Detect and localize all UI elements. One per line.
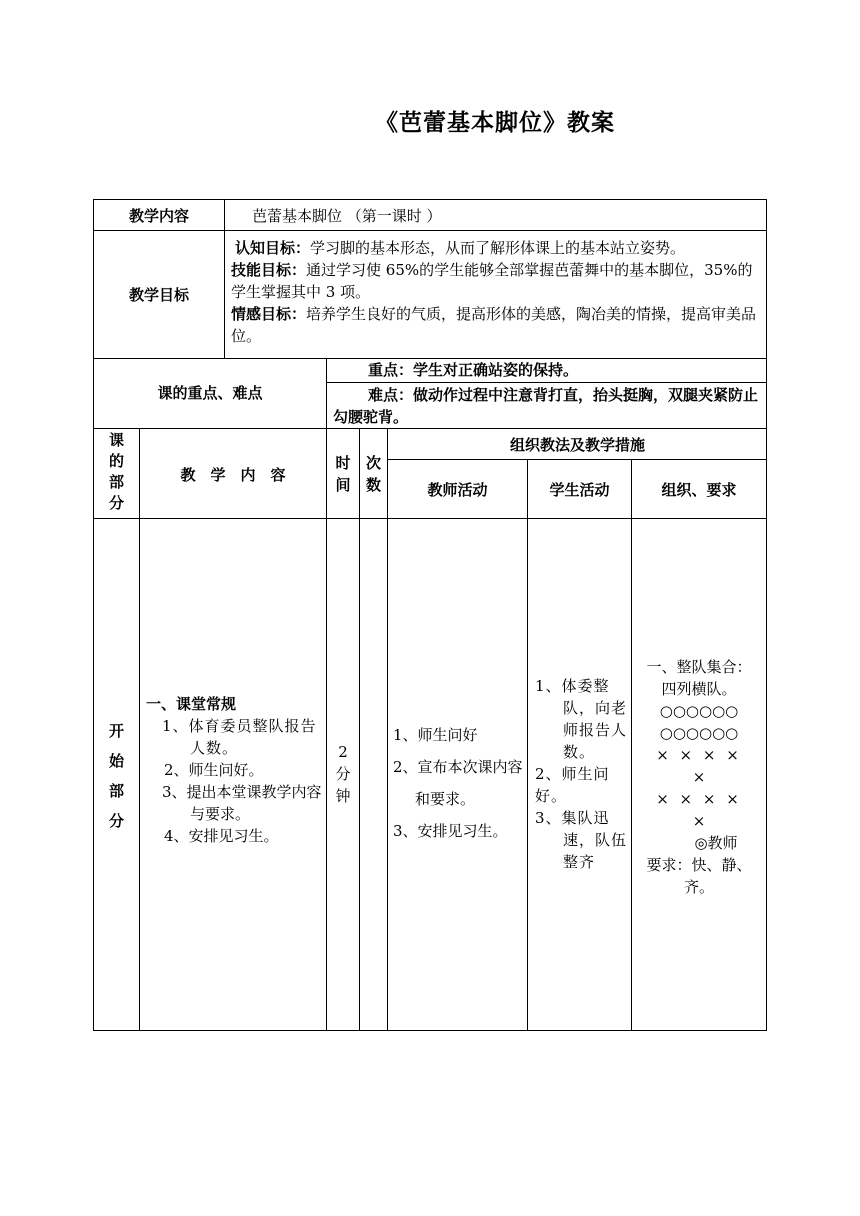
content-item-text: 4、安排见习生。 (164, 827, 279, 845)
header-count-char: 数 (365, 476, 381, 494)
student-item: 1、体委整队，向老师报告人数。 (535, 677, 628, 761)
header-part-char: 分 (108, 494, 124, 512)
org-requirements (632, 656, 766, 898)
org-line: 四列横队。 (661, 680, 737, 698)
teacher-item: 3、安排见习生。 (393, 822, 508, 840)
section-part-char: 开 (108, 722, 124, 740)
section-part-char: 分 (108, 812, 124, 830)
content-item (146, 759, 322, 781)
content-label: 教学内容 (128, 207, 189, 225)
content-item-text: 3、提出本堂课教学内容与要求。 (162, 783, 322, 823)
keypoints-label: 课的重点、难点 (157, 384, 263, 402)
header-time-char: 时 (335, 454, 351, 472)
cognitive-goal-text: 学习脚的基本形态，从而了解形体课上的基本站立姿势。 (310, 239, 686, 257)
goals-label: 教学目标 (128, 286, 189, 304)
difficult-point: 难点：做动作过程中注意背打直，抬头挺胸，双腿夹紧防止勾腰驼背。 (333, 386, 759, 426)
header-count (360, 452, 387, 496)
formation-row: ○○○○○○ (659, 702, 739, 720)
section-part-label (94, 716, 139, 836)
skill-goal-label: 技能目标： (231, 261, 307, 279)
header-student: 学生活动 (549, 481, 610, 499)
header-part-char: 课 (108, 431, 124, 449)
header-time (327, 452, 359, 496)
header-part (94, 430, 139, 514)
org-line: 齐。 (683, 878, 714, 896)
section-time-char: 钟 (335, 787, 351, 805)
student-item: 3、集队迅速，队伍整齐 (535, 809, 628, 871)
content-item-text: 2、师生问好。 (164, 761, 264, 779)
page-title: 《芭蕾基本脚位》教案 (375, 109, 615, 136)
section-time-char: 分 (335, 765, 351, 783)
content-item (146, 781, 322, 825)
teacher-item: 1、师生问好 (393, 726, 478, 744)
skill-goal (231, 259, 759, 303)
header-content: 教 学 内 容 (180, 466, 286, 484)
header-org-req: 组织、要求 (661, 481, 737, 499)
emotion-goal (231, 303, 759, 347)
teacher-position: ◎教师 (694, 834, 738, 852)
org-line: 要求：快、静、 (646, 856, 752, 874)
section-part-char: 部 (108, 782, 124, 800)
header-count-char: 次 (365, 454, 381, 472)
header-part-char: 的 (108, 452, 124, 470)
section-content (146, 693, 322, 847)
header-teacher: 教师活动 (427, 481, 488, 499)
formation-row: × (692, 812, 706, 830)
content-heading: 一、课堂常规 (146, 695, 237, 713)
student-item: 2、师生问好。 (535, 765, 610, 805)
teacher-activity (393, 719, 525, 847)
emotion-goal-label: 情感目标： (231, 305, 307, 323)
header-part-char: 部 (108, 473, 124, 491)
content-item-text: 1、体育委员整队报告人数。 (162, 717, 317, 757)
formation-row: ○○○○○○ (659, 724, 739, 742)
emotion-goal-text: 培养学生良好的气质，提高形体的美感，陶冶美的情操，提高审美品位。 (231, 305, 757, 345)
content-item (146, 715, 322, 759)
header-time-char: 间 (335, 476, 351, 494)
content-value: 芭蕾基本脚位 （第一课时 ） (252, 207, 442, 225)
formation-row: × × × × (656, 746, 742, 764)
header-org: 组织教法及教学措施 (509, 436, 645, 454)
skill-goal-text: 通过学习使 65%的学生能够全部掌握芭蕾舞中的基本脚位，35%的学生掌握其中 3 项。 (231, 261, 753, 301)
section-time (327, 741, 359, 807)
student-activity (535, 675, 627, 873)
key-point: 重点：学生对正确站姿的保持。 (368, 361, 579, 379)
formation-row: × (692, 768, 706, 786)
org-line: 一、整队集合： (646, 658, 752, 676)
section-time-char: 2 (338, 743, 348, 761)
content-item (146, 825, 322, 847)
section-part-char: 始 (108, 752, 124, 770)
formation-row: × × × × (656, 790, 742, 808)
goals-text (231, 237, 759, 347)
cognitive-goal-label: 认知目标： (235, 239, 311, 257)
cognitive-goal (231, 237, 759, 259)
teacher-item: 2、宣布本次课内容和要求。 (393, 758, 523, 808)
